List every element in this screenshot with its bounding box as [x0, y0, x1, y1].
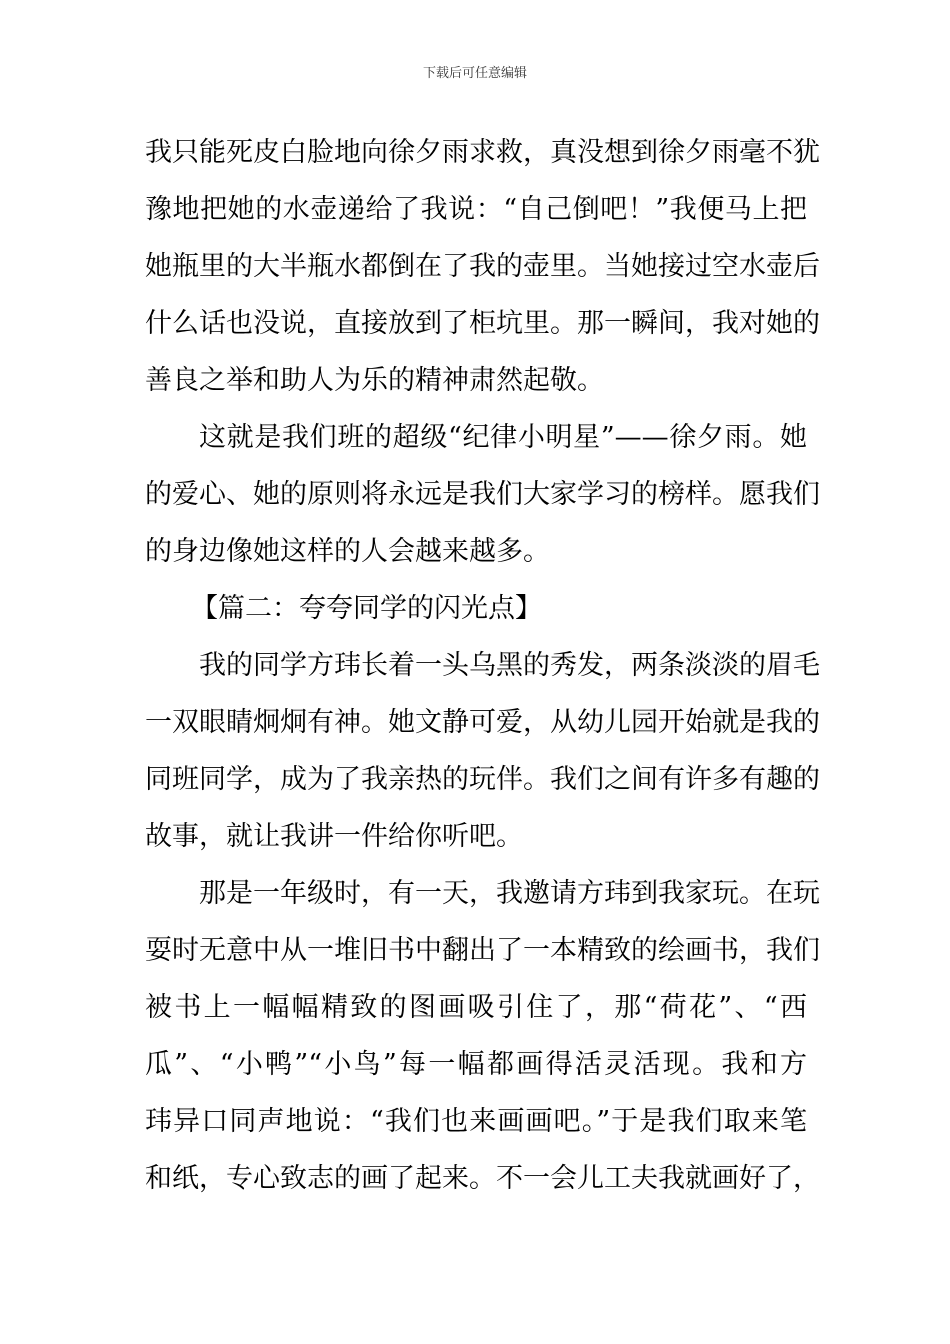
- paragraph-2: [145, 409, 820, 580]
- page-header: 下载后可任意编辑: [422, 66, 527, 81]
- text-line: 这就是我们班的超级“纪律小明星”——徐夕雨。她: [199, 422, 807, 453]
- text-line: 什么话也没说，直接放到了柜坑里。那一瞬间，我对她的: [145, 308, 820, 339]
- section-heading-block: [145, 580, 807, 637]
- text-line: 玮异口同声地说：“我们也来画画吧。”于是我们取来笔: [145, 1106, 807, 1137]
- paragraph-1: [145, 124, 820, 409]
- paragraph-4: [145, 865, 820, 1207]
- text-line: 的爱心、她的原则将永远是我们大家学习的榜样。愿我们: [145, 479, 820, 510]
- text-line: 我的同学方玮长着一头乌黑的秀发，两条淡淡的眉毛: [199, 650, 820, 681]
- document-body: [145, 124, 820, 1207]
- text-line: 豫地把她的水壶递给了我说：“自己倒吧！”我便马上把: [145, 194, 807, 225]
- section-heading: 【篇二：夸夸同学的闪光点】: [191, 593, 542, 624]
- text-line: 我只能死皮白脸地向徐夕雨求救，真没想到徐夕雨毫不犹: [145, 137, 820, 168]
- text-line: 耍时无意中从一堆旧书中翻出了一本精致的绘画书，我们: [145, 935, 820, 966]
- text-line: 那是一年级时，有一天，我邀请方玮到我家玩。在玩: [199, 878, 820, 909]
- text-line: 和纸，专心致志的画了起来。不一会儿工夫我就画好了，: [145, 1163, 820, 1194]
- text-line: 同班同学，成为了我亲热的玩伴。我们之间有许多有趣的: [145, 764, 820, 795]
- text-line: 善良之举和助人为乐的精神肃然起敬。: [145, 365, 604, 396]
- text-line: 一双眼睛炯炯有神。她文静可爱，从幼儿园开始就是我的: [145, 707, 820, 738]
- text-line: 她瓶里的大半瓶水都倒在了我的壶里。当她接过空水壶后: [145, 251, 820, 282]
- paragraph-3: [145, 637, 820, 865]
- text-line: 被书上一幅幅精致的图画吸引住了，那“荷花”、“西: [145, 992, 807, 1023]
- text-line: 瓜”、“小鸭”“小鸟”每一幅都画得活灵活现。我和方: [145, 1049, 807, 1080]
- text-line: 故事，就让我讲一件给你听吧。: [145, 821, 523, 852]
- text-line: 的身边像她这样的人会越来越多。: [145, 536, 550, 567]
